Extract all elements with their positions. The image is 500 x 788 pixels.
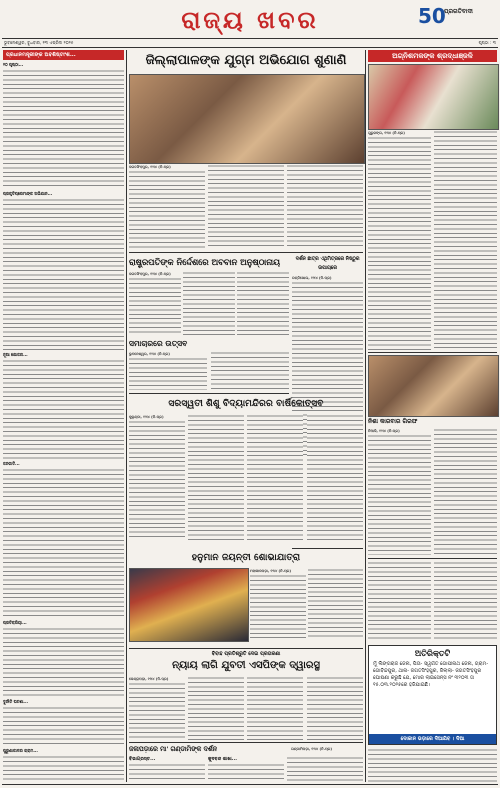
- main-story-dateline: ଜଗତସିଂହପୁର, ୧୨ା୪ (ନି.ପ୍ର): [129, 165, 171, 169]
- left-body-1: [3, 69, 124, 189]
- story-g-col-4: [307, 676, 363, 740]
- story-f-dateline: ମହାକାଳପଡ଼ା, ୧୨ା୪ (ନି.ପ୍ର): [250, 569, 292, 573]
- right-mid-text: [368, 561, 497, 641]
- footer-rule: [2, 784, 498, 785]
- story-d-dateline: ଭୁବନେଶ୍ୱର, ୧୨ା୪ (ନି.ପ୍ର): [129, 352, 170, 356]
- main-story-col-1: [129, 170, 205, 248]
- story-h-rule: [129, 742, 363, 743]
- notice-body: ମୁଁ ଲିଙ୍ଗରାଜ ଜେନା, ପିତା- ସ୍ୱର୍ଗତ ଗୋପୀନାଥ ଜେନା, ଗ୍ରାମ- ଗୋବିନ୍ଦପୁର, ଥାନା- ଜଗତସିଂହପୁର, ଜିଲ୍ଲା- ଜଗତସିଂହପୁର ଘୋଷଣା କରୁଛି ଯେ, ମୋର ଲାଇସେନ୍ସ ନଂ ୩୨୦୩ ତା ୧୫.୦୩.୨୦୨୫ରେ ହଜିଯାଇଛି।: [373, 661, 489, 688]
- story-f-rule: [292, 548, 363, 549]
- story-e: [129, 396, 363, 546]
- brand-number: 50: [418, 4, 446, 28]
- story-f-headline: ହନୁମାନ ଜୟନ୍ତୀ ଶୋଭାଯାତ୍ରା: [191, 552, 301, 563]
- story-e-col-4: [307, 414, 363, 540]
- notice-ad: [368, 645, 497, 745]
- story-d-headline: ସମାଚାରରେ ଉତ୍ସବ: [129, 339, 188, 348]
- notice-heading: ଅତିରିକ୍ତଟି: [414, 649, 451, 658]
- story-g-kicker: ବିବାହ ପ୍ରତିଶ୍ରୁତି ଦେଇ ପ୍ରତାରଣା: [211, 651, 281, 657]
- right-top-photo: [368, 64, 499, 130]
- story-g: [129, 650, 363, 740]
- story-e-dateline: କୁଳୁଣ୍ଡା, ୧୨ା୪ (ନି.ପ୍ର): [129, 415, 164, 419]
- dateline-rule: [2, 47, 498, 48]
- story-e-headline: ସରସ୍ୱତୀ ଶିଶୁ ବିଦ୍ୟାମନ୍ଦିରର ବାର୍ଷିକୋତ୍ସବ: [168, 398, 324, 409]
- right-top-col-1: [368, 136, 431, 350]
- masthead-title: ରାଜ୍ୟ ଖବର: [181, 6, 319, 34]
- story-g-headline: ନ୍ୟାୟ ଲାଗି ଯୁବତୀ ଏସପିଙ୍କ ଦ୍ୱାରସ୍ଥ: [172, 660, 320, 671]
- right-top-story: [368, 50, 497, 350]
- page-label: ପୃଷ୍ଠା : ୩: [478, 40, 496, 45]
- story-g-rule: [129, 648, 363, 649]
- story-c-dateline: ଚଣ୍ଡିଖୋଲ, ୧୨ା୪ (ନି.ପ୍ର): [292, 276, 332, 280]
- left-section-4: ପ୍ରତିକ୍ରିୟା...: [3, 620, 27, 625]
- ad-rule: [368, 558, 497, 559]
- story-g-col-2: [188, 676, 244, 740]
- right-bottom-text: [368, 748, 497, 782]
- story-g-dateline: କେନ୍ଦ୍ରାପଡ଼ା, ୧୨ା୪ (ନି.ପ୍ର): [129, 677, 169, 681]
- main-story-col-3: [287, 164, 363, 248]
- main-story: [129, 50, 363, 250]
- dateline: ଭୁବନେଶ୍ୱର, ବୁଧବାର, ୧୩ ଏପ୍ରିଲ ୨୦୨୫: [4, 40, 74, 45]
- story-f-col-2: [308, 568, 363, 640]
- brief-2-body: [208, 763, 284, 782]
- brief-2-headline: କୁଦବନ୍ଦ ଶାଖା...: [208, 757, 237, 762]
- story-b: [129, 255, 289, 335]
- main-story-col-2: [208, 164, 284, 248]
- story-b-headline: ରାଷ୍ଟ୍ରପତିଙ୍କ ନିର୍ଦ୍ଦେଶରେ ଅବବାନ ଅନୁଷ୍ଠାନାୟ: [129, 257, 280, 267]
- right-lower-dateline: ନିଆଳି, ୧୨ା୪ (ନି.ପ୍ର): [368, 429, 400, 433]
- story-h-dateline: ଗଣ୍ଡାମିପଡ଼ା, ୧୨ା୪ (ନି.ପ୍ର): [291, 747, 333, 751]
- masthead: [0, 0, 500, 45]
- story-c-headline: ଦର୍ଶନ ଛାତ୍ର ଏଥିମିତ୍ରରେ ନିଷ୍ଠୁର ଉପାୟରେ: [295, 257, 360, 271]
- story-f-photo: [129, 568, 249, 642]
- left-section-6: ପୁରୁଣାକାଳର ଗ୍ରାମ...: [3, 748, 38, 753]
- story-f-col-1: [250, 574, 306, 640]
- right-mid-col-1: [368, 561, 431, 641]
- story-b-col-3: [237, 271, 289, 335]
- left-section-5: ଦୁର୍ନୀତି ଘଟଣା...: [3, 699, 28, 704]
- story-f: [129, 550, 363, 646]
- brief-1-body: [129, 763, 205, 782]
- story-e-col-2: [188, 414, 244, 540]
- left-body-2: [3, 198, 124, 350]
- brief-3-body: [287, 756, 363, 782]
- story-d-col-2: [211, 351, 289, 390]
- story-h: [129, 744, 363, 782]
- left-divider: [126, 50, 127, 782]
- left-section-1: ପ୍ରକୃତିପ୍ରେମୀଙ୍କ ଅଭିଯାନ...: [3, 191, 53, 196]
- story-e-rule: [129, 393, 289, 394]
- right-lower-headline: ନିଶା କାରବାର ଗିରଫ: [368, 418, 418, 425]
- left-body-7: [3, 755, 124, 782]
- right-lower-story: [368, 355, 497, 555]
- right-lower-col-2: [434, 428, 497, 555]
- main-story-headline: ଜିଲ୍ଲାପାଳଙ୍କ ଯୁଗ୍ମ ଅଭିଯୋଗ ଶୁଣାଣି: [145, 53, 347, 68]
- right-mid-col-2: [434, 561, 497, 641]
- story-d-col-1: [129, 357, 207, 390]
- right-lower-col-1: [368, 434, 431, 555]
- story-b-dateline: ଜଗତସିଂହପୁର, ୧୨ା୪ (ନି.ପ୍ର): [129, 272, 171, 276]
- story-b-col-2: [183, 271, 235, 335]
- story-e-col-1: [129, 420, 185, 540]
- left-body-5: [3, 627, 124, 697]
- right-top-dateline: ଗୁରୁଜଙ୍ଗ, ୧୨ା୪ (ନି.ପ୍ର): [368, 131, 405, 135]
- left-section-3: ଜନଜାତି...: [3, 461, 20, 466]
- right-top-headline: ଅଗ୍ନିଶମକଙ୍କ ଶ୍ରଦ୍ଧାଞ୍ଜଳି: [368, 50, 497, 62]
- brief-1-headline: ବିଭାଗ୍ରସ୍ତ...: [129, 757, 156, 762]
- right-top-col-2: [434, 130, 497, 350]
- story-d: [129, 338, 289, 390]
- main-story-photo: [129, 74, 365, 164]
- story-e-col-3: [247, 414, 303, 540]
- notice-footer-bar: ଦୋକାନ ଭଡ଼ାରେ ଦିଆଯିବ । ଦିଆ: [369, 734, 496, 744]
- left-column: [3, 50, 124, 782]
- brand-logo: [418, 3, 498, 29]
- left-headline: ପ୍ରଧାନମନ୍ତ୍ରୀଙ୍କ ଅବଶିଷ୍ଟାଂଶ...: [3, 50, 124, 60]
- story-b-rule: [129, 252, 363, 253]
- left-lead: ୨ଠ ପୃଷ୍ଠା...: [3, 62, 24, 67]
- story-g-col-1: [129, 682, 185, 740]
- left-body-4: [3, 468, 124, 618]
- left-body-6: [3, 706, 124, 746]
- right-lower-rule: [368, 352, 497, 353]
- right-divider: [365, 50, 366, 782]
- left-body-3: [3, 359, 124, 459]
- story-h-headline: ଜଳାପଡ଼ାରେ ମା' ଗଣ୍ଡାମିଙ୍କ ଦର୍ଶନ: [129, 745, 218, 753]
- left-section-2: ନୂଆ ଯୋଜନା...: [3, 352, 28, 357]
- story-b-col-1: [129, 277, 181, 335]
- right-lower-photo: [368, 355, 499, 417]
- brand-name: ପ୍ରଗତିବାଦୀ: [444, 8, 473, 15]
- story-g-col-3: [247, 676, 303, 740]
